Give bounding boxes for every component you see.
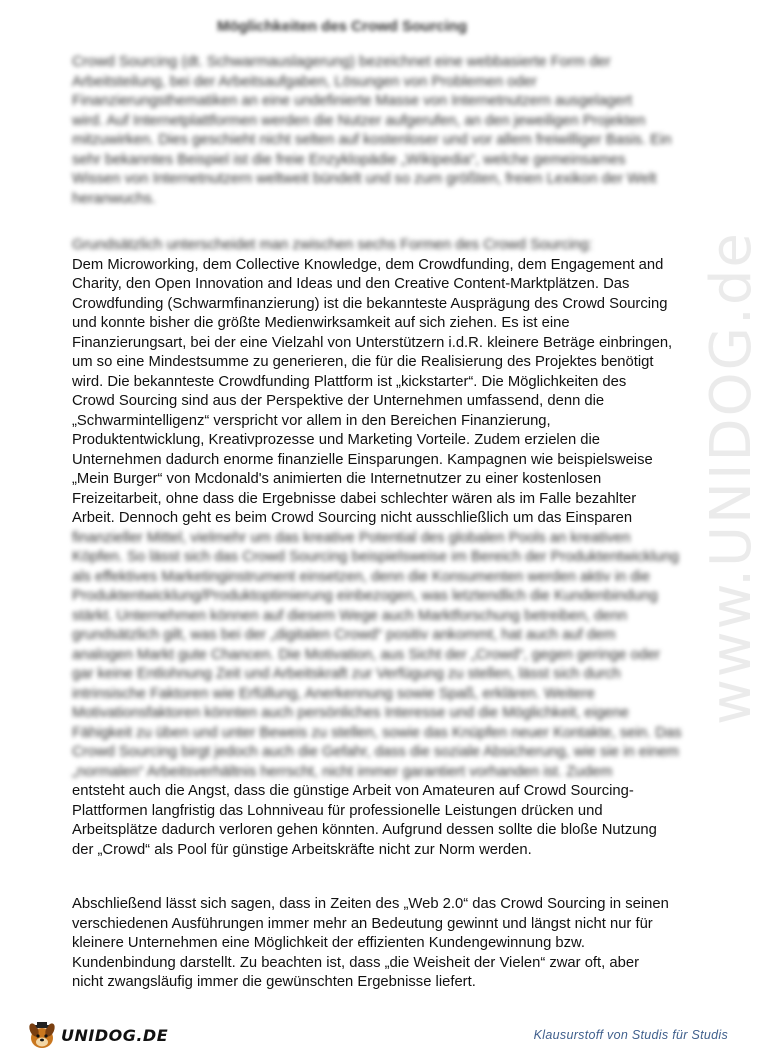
text-line: Freizeitarbeit, ohne dass die Ergebnisse dabei schlechter wären als im Falle bezahlter [72, 490, 637, 507]
blurred-block [72, 529, 682, 783]
paragraph-1 [72, 53, 672, 209]
text-line: „normalen“ Arbeitsverhältnis herrscht, nicht immer garantiert vorhanden ist. Zudem [72, 763, 613, 780]
text-line: Produktentwicklung/Produktoptimierung einbezogen, was letztendlich die Kundenbindung [72, 588, 658, 604]
text-line: wird. Auf Internetplattformen werden die Nutzer aufgerufen, an den jeweiligen Projekten [72, 112, 646, 129]
text-line: Crowd Sourcing sind aus der Perspektive der Unternehmen umfassend, denn die [72, 393, 605, 409]
text-line: um so eine Mindestsumme zu generieren, die für die Realisierung des Projektes benötigt [72, 354, 654, 370]
text-line: Abschließend lässt sich sagen, dass in Zeiten des „Web 2.0“ das Crowd Sourcing in seinen [72, 896, 669, 912]
paragraph-2 [72, 236, 682, 860]
text-line: gar keine Entlohnung Zeit und Arbeitskraft zur Verfügung zu stellen, lässt sich durch [72, 666, 621, 682]
text-line: verschiedenen Ausführungen immer mehr an Bedeutung gewinnt und längst nicht nur für [72, 915, 653, 932]
text-line: Finanzierungsthematiken an eine undefinierte Masse von Internetnutzern ausgelagert [72, 93, 633, 109]
text-line: Arbeit. Dennoch geht es beim Crowd Sourcing nicht ausschließlich um das Einsparen [72, 510, 633, 526]
text-line: Produktentwicklung, Kreativprozesse und Marketing Vorteile. Zudem erzielen die [72, 432, 601, 448]
clear-block [72, 895, 672, 993]
text-line: der „Crowd“ als Pool für günstige Arbeitskräfte nicht zur Norm werden. [72, 841, 532, 858]
blurred-block [72, 53, 672, 209]
text-line: finanzieller Mittel, vielmehr um das kreative Potential des globalen Pools an kreativen [72, 529, 631, 546]
text-line: analogen Markt gute Chancen. Die Motivation, aus Sicht der „Crowd“, gegen geringe oder [72, 646, 661, 663]
watermark-text: www.UNIDOG.de [699, 231, 764, 725]
text-line: stärkt. Unternehmen können auf diesem Wege auch Marktforschung betreiben, denn [72, 607, 627, 624]
text-line: Charity, den Open Innovation and Ideas und den Creative Content-Marktplätzen. Das [72, 276, 630, 292]
text-line: sehr bekanntes Beispiel ist die freie Enzyklopädie „Wikipedia“, welche gemeinsames [72, 151, 626, 168]
text-line: Crowdfunding (Schwarmfinanzierung) ist die bekannteste Ausprägung des Crowd Sourcing [72, 295, 668, 312]
text-line: Plattformen langfristig das Lohnniveau für professionelle Leistungen drücken und [72, 802, 603, 819]
text-line: mitzuwirken. Dies geschieht nicht selten auf kostenloser und vor allem freiwilliger Basis. Ein [72, 132, 672, 148]
unidog-logo[interactable] [25, 1015, 169, 1055]
text-line: Fähigkeit zu üben und unter Beweis zu stellen, sowie das Knüpfen neuer Kontakte, sein. Das [72, 724, 682, 741]
text-line: „Mein Burger“ von Mcdonald's animierten die Internetnutzer zu einer kostenlosen [72, 471, 602, 487]
text-line: intrinsische Faktoren wie Erfüllung, Anerkennung sowie Spaß, erklären. Weitere [72, 685, 595, 702]
text-line: Finanzierungsart, bei der eine Vielzahl von Unterstützern i.d.R. kleinere Beträge einbringen, [72, 334, 673, 351]
text-line: Kundenbindung darstellt. Zu beachten ist, dass „die Weisheit der Vielen“ zwar oft, aber [72, 954, 639, 971]
clear-block [72, 256, 672, 529]
dog-mascot-icon [25, 1018, 59, 1052]
text-line: entsteht auch die Angst, dass die günstige Arbeit von Amateuren auf Crowd Sourcing- [72, 783, 634, 799]
text-line: Wissen von Internetnutzern weltweit bündelt und so zum größten, freien Lexikon der Welt [72, 171, 657, 187]
text-line: Dem Microworking, dem Collective Knowledge, dem Crowdfunding, dem Engagement and [72, 256, 664, 273]
logo-text: UNIDOG.DE [61, 1025, 169, 1045]
text-line: als effektives Marketinginstrument einsetzen, denn die Konsumenten werden aktiv in die [72, 568, 650, 585]
text-line: Motivationsfaktoren könnten auch persönliches Interesse und die Möglichkeit, eigene [72, 705, 629, 721]
text-line: und konnte bisher die größte Medienwirksamkeit auf sich ziehen. Es ist eine [72, 315, 570, 331]
text-line: Arbeitsplätze dadurch verloren gehen könnten. Aufgrund dessen sollte die bloße Nutzung [72, 822, 657, 838]
text-line: Arbeitsteilung, bei der Arbeitsaufgaben, Lösungen von Problemen oder [72, 73, 537, 90]
text-line: „Schwarmintelligenz“ verspricht vor allem in den Bereichen Finanzierung, [72, 412, 551, 429]
blurred-block [72, 236, 672, 256]
text-line: Crowd Sourcing birgt jedoch auch die Gefahr, dass die soziale Absicherung, wie sie in einem [72, 744, 680, 760]
text-line: Unternehmen dadurch enorme finanzielle Einsparungen. Kampagnen wie beispielsweise [72, 451, 653, 468]
text-line: Köpfen. So lässt sich das Crowd Sourcing beispielsweise im Bereich der Produktentwicklung [72, 549, 679, 565]
document-title: Möglichkeiten des Crowd Sourcing [216, 18, 468, 35]
text-line: grundsätzlich gilt, was bei der „digitalen Crowd“ positiv ankommt, hat auch auf dem [72, 627, 616, 643]
paragraph-3 [72, 895, 672, 993]
text-line: heranwuchs. [72, 190, 156, 207]
clear-block [72, 782, 672, 860]
text-line: Crowd Sourcing (dt. Schwarmauslagerung) bezeichnet eine webbasierte Form der [72, 54, 611, 70]
text-line: kleinere Unternehmen eine Möglichkeit der effizienten Kundengewinnung bzw. [72, 935, 586, 951]
text-line: Grundsätzlich unterscheidet man zwischen sechs Formen des Crowd Sourcing: [72, 237, 593, 253]
text-line: wird. Die bekannteste Crowdfunding Plattform ist „kickstarter“. Die Möglichkeiten des [72, 373, 627, 390]
text-line: nicht zwangsläufig immer die gewünschten Ergebnisse liefert. [72, 974, 476, 990]
footer-tagline: Klausurstoff von Studis für Studis [533, 1028, 728, 1042]
